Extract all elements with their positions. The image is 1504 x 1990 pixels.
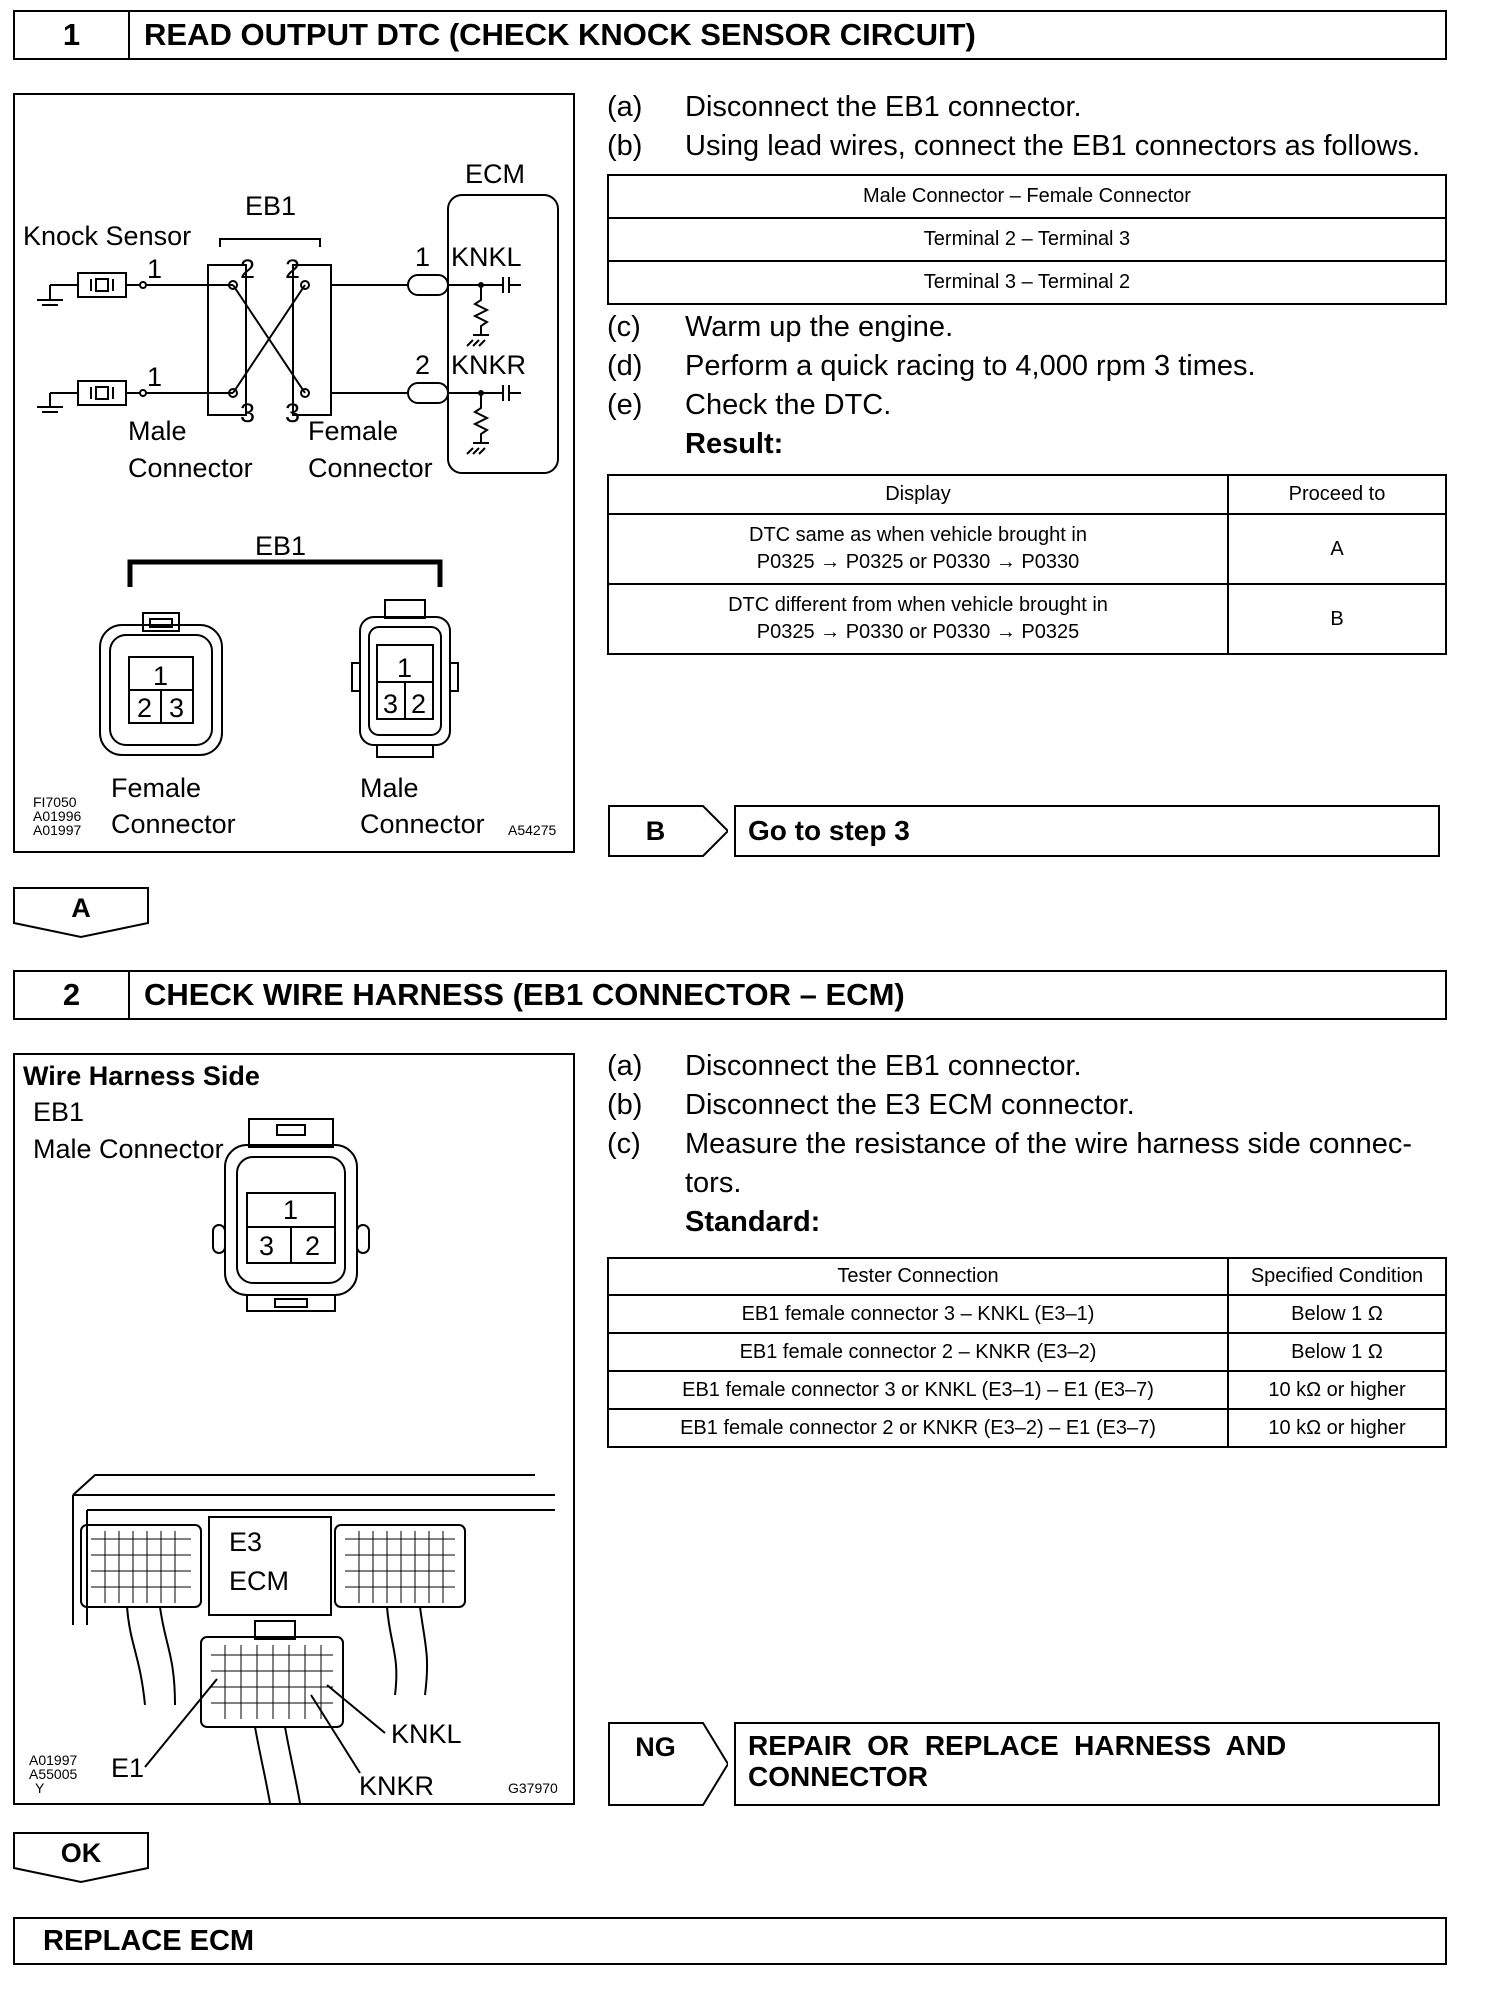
svg-text:Connector: Connector: [308, 453, 433, 483]
section-2-title: CHECK WIRE HARNESS (EB1 CONNECTOR – ECM): [144, 977, 905, 1012]
table-row: EB1 female connector 3 – KNKL (E3–1) Below 1 Ω: [608, 1295, 1446, 1333]
result-table: Display Proceed to DTC same as when vehicle brought in P0325 → P0325 or P0330 → P0330 A DTC different from when vehicle brought in P0325 → P0330 or P0330 → P0325 B: [607, 474, 1447, 655]
branch-b-text: Go to step 3: [734, 805, 1440, 857]
branch-tag-b: B: [608, 805, 728, 857]
svg-text:G37970: G37970: [508, 1780, 558, 1796]
eb1-lower-label: EB1: [255, 531, 307, 561]
svg-text:1: 1: [147, 254, 163, 284]
harness-diagram: [15, 1055, 573, 1803]
step-b: (b) Disconnect the E3 ECM connector.: [607, 1089, 1135, 1121]
section-2-header: [13, 970, 1447, 1020]
svg-text:2: 2: [415, 350, 431, 380]
svg-text:FI7050: FI7050: [33, 794, 77, 810]
svg-text:A54275: A54275: [508, 822, 557, 838]
svg-text:Y: Y: [35, 1780, 45, 1796]
svg-text:2: 2: [285, 254, 301, 284]
table-row: DTC same as when vehicle brought in P0325 → P0325 or P0330 → P0330 A: [608, 514, 1446, 584]
step-d: (d) Perform a quick racing to 4,000 rpm 3 times.: [607, 350, 1256, 382]
result-label: Result:: [685, 428, 784, 460]
section-1-steps-c-e: [607, 308, 1447, 464]
svg-text:3: 3: [285, 398, 301, 428]
ecm-label-2: ECM: [229, 1566, 289, 1596]
wire-harness-side-label: Wire Harness Side: [23, 1061, 260, 1091]
table-row: EB1 female connector 3 or KNKL (E3–1) – E1 (E3–7) 10 kΩ or higher: [608, 1371, 1446, 1409]
step-e: (e) Check the DTC.: [607, 389, 892, 421]
e3-label: E3: [229, 1527, 263, 1557]
svg-text:3: 3: [383, 689, 399, 719]
connection-table: Male Connector – Female Connector Terminal 2 – Terminal 3 Terminal 3 – Terminal 2: [607, 174, 1447, 305]
section-1-steps-a-b: [607, 88, 1447, 166]
branch-ng-text: REPAIR OR REPLACE HARNESS AND CONNECTOR: [734, 1722, 1440, 1806]
svg-text:1: 1: [153, 661, 169, 691]
svg-text:1: 1: [415, 242, 431, 272]
branch-ng-repair-harness[interactable]: [608, 1722, 1448, 1806]
ecm-label: ECM: [465, 159, 525, 189]
branch-b-go-to-step-3[interactable]: [608, 805, 1448, 857]
section-2-steps: (a) Disconnect the EB1 connector. (b) Disconnect the E3 ECM connector. (c) Measure the resistance of the wire harness side connec- tors. Standard:: [607, 1047, 1447, 1242]
branch-tag-ng: NG: [608, 1722, 728, 1806]
table-row: DTC different from when vehicle brought in P0325 → P0330 or P0330 → P0325 B: [608, 584, 1446, 654]
step-a: (a) Disconnect the EB1 connector.: [607, 1050, 1082, 1082]
wire-harness-figure: [13, 1053, 575, 1805]
svg-text:Female: Female: [308, 416, 399, 446]
svg-text:3: 3: [240, 398, 256, 428]
step-c: (c) Measure the resistance of the wire harness side connec-: [607, 1128, 1412, 1160]
svg-text:2: 2: [137, 693, 153, 723]
knock-sensor-label: Knock Sensor: [23, 221, 192, 251]
continue-tab-a[interactable]: A: [13, 887, 149, 939]
e1-label: E1: [111, 1753, 145, 1783]
svg-text:3: 3: [259, 1231, 275, 1261]
knkl-label-2: KNKL: [391, 1719, 462, 1749]
knock-sensor-circuit-figure: [13, 93, 575, 853]
svg-text:1: 1: [147, 362, 163, 392]
replace-ecm-text: REPLACE ECM: [43, 1924, 255, 1957]
svg-text:Male: Male: [128, 416, 187, 446]
svg-text:Connector: Connector: [111, 809, 236, 839]
svg-text:2: 2: [240, 254, 256, 284]
step-a: (a) Disconnect the EB1 connector.: [607, 91, 1082, 123]
svg-text:2: 2: [305, 1231, 321, 1261]
svg-text:A01997: A01997: [33, 822, 82, 838]
section-1-title: READ OUTPUT DTC (CHECK KNOCK SENSOR CIRCUIT): [144, 17, 976, 52]
knkr-label: KNKR: [451, 350, 527, 380]
final-action-box: [13, 1917, 1447, 1965]
circuit-diagram: [15, 95, 573, 851]
svg-text:A01997: A01997: [29, 1752, 78, 1768]
standard-label: Standard:: [685, 1206, 821, 1238]
step-b: (b) Using lead wires, connect the EB1 connectors as follows.: [607, 130, 1421, 162]
section-1-number: 1: [15, 12, 130, 58]
svg-text:Female: Female: [111, 773, 202, 803]
table-row: EB1 female connector 2 or KNKR (E3–2) – E1 (E3–7) 10 kΩ or higher: [608, 1409, 1446, 1447]
section-2-number: 2: [15, 972, 130, 1018]
knkr-label-2: KNKR: [359, 1771, 435, 1801]
table-row: EB1 female connector 2 – KNKR (E3–2) Below 1 Ω: [608, 1333, 1446, 1371]
section-1-header: [13, 10, 1447, 60]
svg-text:3: 3: [169, 693, 185, 723]
step-c: (c) Warm up the engine.: [607, 311, 954, 343]
svg-text:2: 2: [411, 689, 427, 719]
svg-text:1: 1: [397, 653, 413, 683]
standard-table: Tester Connection Specified Condition EB1 female connector 3 – KNKL (E3–1) Below 1 Ω EB1 female connector 2 – KNKR (E3–2) Below 1 Ω EB1 female connector 3 or KNKL (E3–1) – E1 (E3–7) 10 kΩ or higher EB1 female connector 2 or KNKR (E3–2) – E1 (E3–7) 10 kΩ or higher: [607, 1257, 1447, 1448]
svg-text:1: 1: [283, 1195, 299, 1225]
svg-text:Male Connector: Male Connector: [33, 1134, 224, 1164]
continue-tab-ok[interactable]: OK: [13, 1832, 149, 1884]
svg-text:Connector: Connector: [360, 809, 485, 839]
svg-text:Male: Male: [360, 773, 419, 803]
svg-text:A01996: A01996: [33, 808, 82, 824]
svg-text:EB1: EB1: [33, 1097, 85, 1127]
svg-text:Connector: Connector: [128, 453, 253, 483]
eb1-label: EB1: [245, 191, 297, 221]
knkl-label: KNKL: [451, 242, 522, 272]
svg-text:A55005: A55005: [29, 1766, 78, 1782]
